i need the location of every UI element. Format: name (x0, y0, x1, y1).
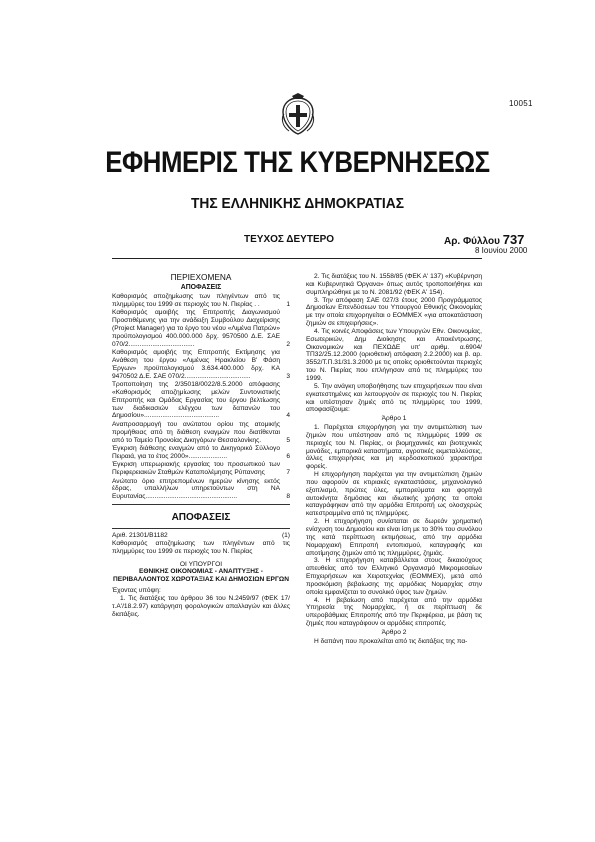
issue-date: 8 Ιουνίου 2000 (475, 246, 528, 255)
decision-title: Καθορισμός αποζημίωσης των πληγέντων από τις πλημμύρες του 1999 σε περιοχές του Ν. Πιερίας (112, 539, 290, 555)
page-number: 10051 (509, 99, 533, 108)
sheet-number-value: 737 (502, 232, 525, 247)
article-paragraph: 2. Η επιχορήγηση συνίσταται σε δωρεάν χρηματική ενίσχυση του Δημοσίου και είναι ίση με το 30% του συνόλου της κατά περίπτωση εκτιμήσεως, από την αρμόδια Νομαρχιακή Επιτροπή εντοπισμού, καταγραφής και αποτίμησης ζημιών από τις πλημμύρες, ζημιάς. (306, 518, 482, 557)
toc-page-number: 7 (286, 469, 290, 477)
ministers-heading: ΟΙ ΥΠΟΥΡΓΟΙ (179, 560, 223, 568)
toc-page-number: 5 (286, 436, 290, 444)
header-divider (112, 258, 482, 259)
considering-point: 4. Τις κοινές Αποφάσεις των Υπουργών Εθν. Οικονομίας, Εσωτερικών, Δημ Διοίκησης και Αποκέντρωσης, Οικονομικών και ΠΕΧΩΔΕ υπ' αριθμ. α.6904/ΤΠ32/25.12.2000 (οριοθετική απόφαση 2.2.2000) και β. αρ. 3552/Τ.Π.31/31.3.2000 με τις οποίες οριοθετούνται περιοχές του Ν. Πιερίας που επλήγησαν από τις πλημμύρες του 1999. (306, 327, 482, 382)
considering-label: Έχοντας υπόψη: (112, 587, 161, 595)
toc-item[interactable]: Ανώτατο όριο επιτρεπομένων ημερών κίνησης εκτός έδρας, υπαλλήλων υπηρετούντων στη ΝΑ Ευρυτανίας.................................................. 8 (112, 477, 290, 501)
article-paragraph: Η δαπάνη που προκαλείται από τις διατάξεις της πα- (314, 637, 468, 645)
decisions-heading: ΑΠΟΦΑΣΕΙΣ (171, 512, 231, 524)
greek-coat-of-arms-icon (279, 92, 317, 136)
sheet-number (444, 232, 524, 247)
decision-ref-index: (1) (281, 532, 290, 540)
toc-page-number: 8 (286, 493, 290, 501)
gazette-subtitle: ΤΗΣ ΕΛΛΗΝΙΚΗΣ ΔΗΜΟΚΡΑΤΙΑΣ (190, 195, 405, 212)
ministries-heading: ΕΘΝΙΚΗΣ ΟΙΚΟΝΟΜΙΑΣ - ΑΝΑΠΤΥΞΗΣ - ΠΕΡΙΒΑΛΛΟΝΤΟΣ ΧΩΡΟΤΑΞΙΑΣ ΚΑΙ ΔΗΜΟΣΙΩΝ ΕΡΓΩΝ (113, 568, 289, 584)
section-divider (112, 504, 290, 505)
toc-item[interactable]: Καθορισμός αποζημίωσης των πληγέντων από τις πλημμύρες του 1999 σε περιοχές του Ν. Πιερίας . . 1 (112, 293, 290, 308)
considering-point: 3. Την απόφαση ΣΑΕ 027/3 έτους 2000 Προγράμματος Δημοσίων Επενδύσεων του Υπουργού Εθνικής Οικονομίας με την οποία επιχορηγείται ο ΕΟΜΜΕΧ «για αποκατάσταση ζημιών σε επιχειρήσεις». (306, 296, 482, 328)
considering-point: 1. Τις διατάξεις του άρθρου 36 του Ν.2459/97 (ΦΕΚ 17/τ.Α'/18.2.97) κατάργηση φορολογικών απαλλαγών και άλλες διατάξεις. (112, 595, 290, 618)
toc-item[interactable]: Καθορισμός αμοιβής της Επιτροπής Εκτίμησης για Ανάθεση του έργου «Λιμένας Ηρακλείου Β' Φάση Έργων» προϋπολογισμού 3.634.400.000 δρχ. ΚΑ 9470502 Δ.Ε. ΣΑΕ 070/2.................................... 3 (112, 349, 290, 380)
considering-point: 5. Την ανάγκη υποβοήθησης των επιχειρήσεων που είναι εγκατεστημένες και λειτουργούν σε περιοχές του Ν. Πιερίας και υπέστησαν ζημιές από τις πλημμύρες του 1999, αποφασίζουμε: (306, 382, 482, 414)
article-heading: Άρθρο 2 (381, 628, 407, 636)
toc-page-number: 4 (286, 412, 290, 420)
toc-item[interactable]: Έγκριση υπερωριακής εργασίας του προσωπικού των Περιφερειακών Σταθμών Καταπολέμησης Ρύπανσης 7 (112, 461, 290, 477)
left-column (112, 272, 290, 619)
toc-item[interactable]: Έγκριση διάθεσης εναγμών από το Δικηγορικό Σύλλογο Πειραιά, για το έτος 2000»..................... 6 (112, 445, 290, 460)
article-heading: Άρθρο 1 (381, 415, 407, 423)
article-paragraph: Η επιχορήγηση παρέχεται για την αντιμετώπιση ζημιών που αφορούν σε κτιριακές εγκαταστάσεις, μηχανολογικό εξοπλισμό, πρώτες ύλες, εμπορεύματα και φορτηγά αυτοκίνητα δημόσιας και ιδιωτικής χρήσης τα οποία καταγράφηκαν από την αρμόδια Επιτροπή ως ολοσχερώς κατεστραμμένα από τις πλημμύρες. (306, 471, 482, 518)
contents-heading: ΠΕΡΙΕΧΟΜΕΝΑ (170, 272, 232, 282)
issue-label: ΤΕΥΧΟΣ ΔΕΥΤΕΡΟ (244, 234, 335, 245)
toc-page-number: 2 (286, 340, 290, 348)
toc-item[interactable]: Αναπροσαρμογή του ανώτατου ορίου της ατομικής προμήθειας από τη διάθεση εναγμών που διατίθενται από το Ταμείο Προνοίας Δικηγόρων Θεσσαλονίκης. 5 (112, 420, 290, 444)
article-paragraph: 3. Η επιχορήγηση καταβάλλεται στους δικαιούχους απευθείας από τον Ελληνικό Οργανισμό Μικρομεσαίων Επιχειρήσεων και Χειροτεχνίας (ΕΟΜΜΕΧ), μετά από προσκόμιση βεβαίωσης της αρμόδιας Νομαρχίας στην οποία εμφανίζεται το συνολικό ύψος των ζημιών. (306, 557, 482, 596)
decision-ref-number: Αριθ. 21301/Β1182 (112, 532, 168, 540)
sheet-label: Αρ. Φύλλου (444, 236, 500, 247)
gazette-title: ΕΦΗΜΕΡΙΣ ΤΗΣ ΚΥΒΕΡΝΗΣΕΩΣ (105, 146, 490, 179)
considering-point: 2. Τις διατάξεις του Ν. 1558/85 (ΦΕΚ Α' 137) «Κυβέρνηση και Κυβερνητικά Όργανα» όπως αυτός τροποποιήθηκε και συμπληρώθηκε με το Ν. 2081/92 (ΦΕΚ Α' 154). (306, 273, 482, 296)
toc-item[interactable]: Καθορισμός αμοιβής της Επιτροπής Διαγωνισμού Προστιθέμενης για την ανάδειξη Συμβούλου Διαχείρισης (Project Manager) για το έργο του νέου «Λιμένα Πατρών» προϋπολογισμού 400.000.000 δρχ. 9570500 Δ.Ε. ΣΑΕ 070/2.................................... 2 (112, 309, 290, 348)
article-paragraph: 4. Η βεβαίωση από παρέχεται από την αρμόδια Υπηρεσία της Νομαρχίας, ή σε περίπτωση δε υπεροβάθμιας Επιτροπής από την Περιφέρεια, με βάση τις ζημιές που καταγράφουν οι αρμόδιες επιτροπές. (306, 596, 482, 628)
toc-page-number: 3 (286, 372, 290, 380)
toc-page-number: 6 (286, 452, 290, 460)
right-column (306, 273, 482, 646)
toc-item[interactable]: Τροποποίηση της 2/35018/0022/8.5.2000 απόφασης «Καθορισμός αποζημίωσης μελών Συντονιστικής Επιτροπής και Ομάδας Εργασίας του έργου βελτίωσης των διαδικασιών ελέγχου των δαπανών του Δημοσίου»......................................... 4 (112, 381, 290, 420)
decision-reference (112, 532, 290, 540)
section-divider (112, 528, 290, 529)
toc-page-number: 1 (286, 300, 290, 308)
article-paragraph: 1. Παρέχεται επιχορήγηση για την αντιμετώπιση των ζημιών που υπέστησαν από τις πλημμύρες 1999 σε περιοχές του Ν. Πιερίας, οι βιομηχανικές και βιοτεχνικές μονάδες, εμπορικά καταστήματα, αγροτικές εκμεταλλεύσεις, άλλες επιχειρήσεις και μη κερδοσκοπικού χαρακτήρα φορείς. (306, 424, 482, 471)
contents-subheading: ΑΠΟΦΑΣΕΙΣ (180, 284, 222, 291)
